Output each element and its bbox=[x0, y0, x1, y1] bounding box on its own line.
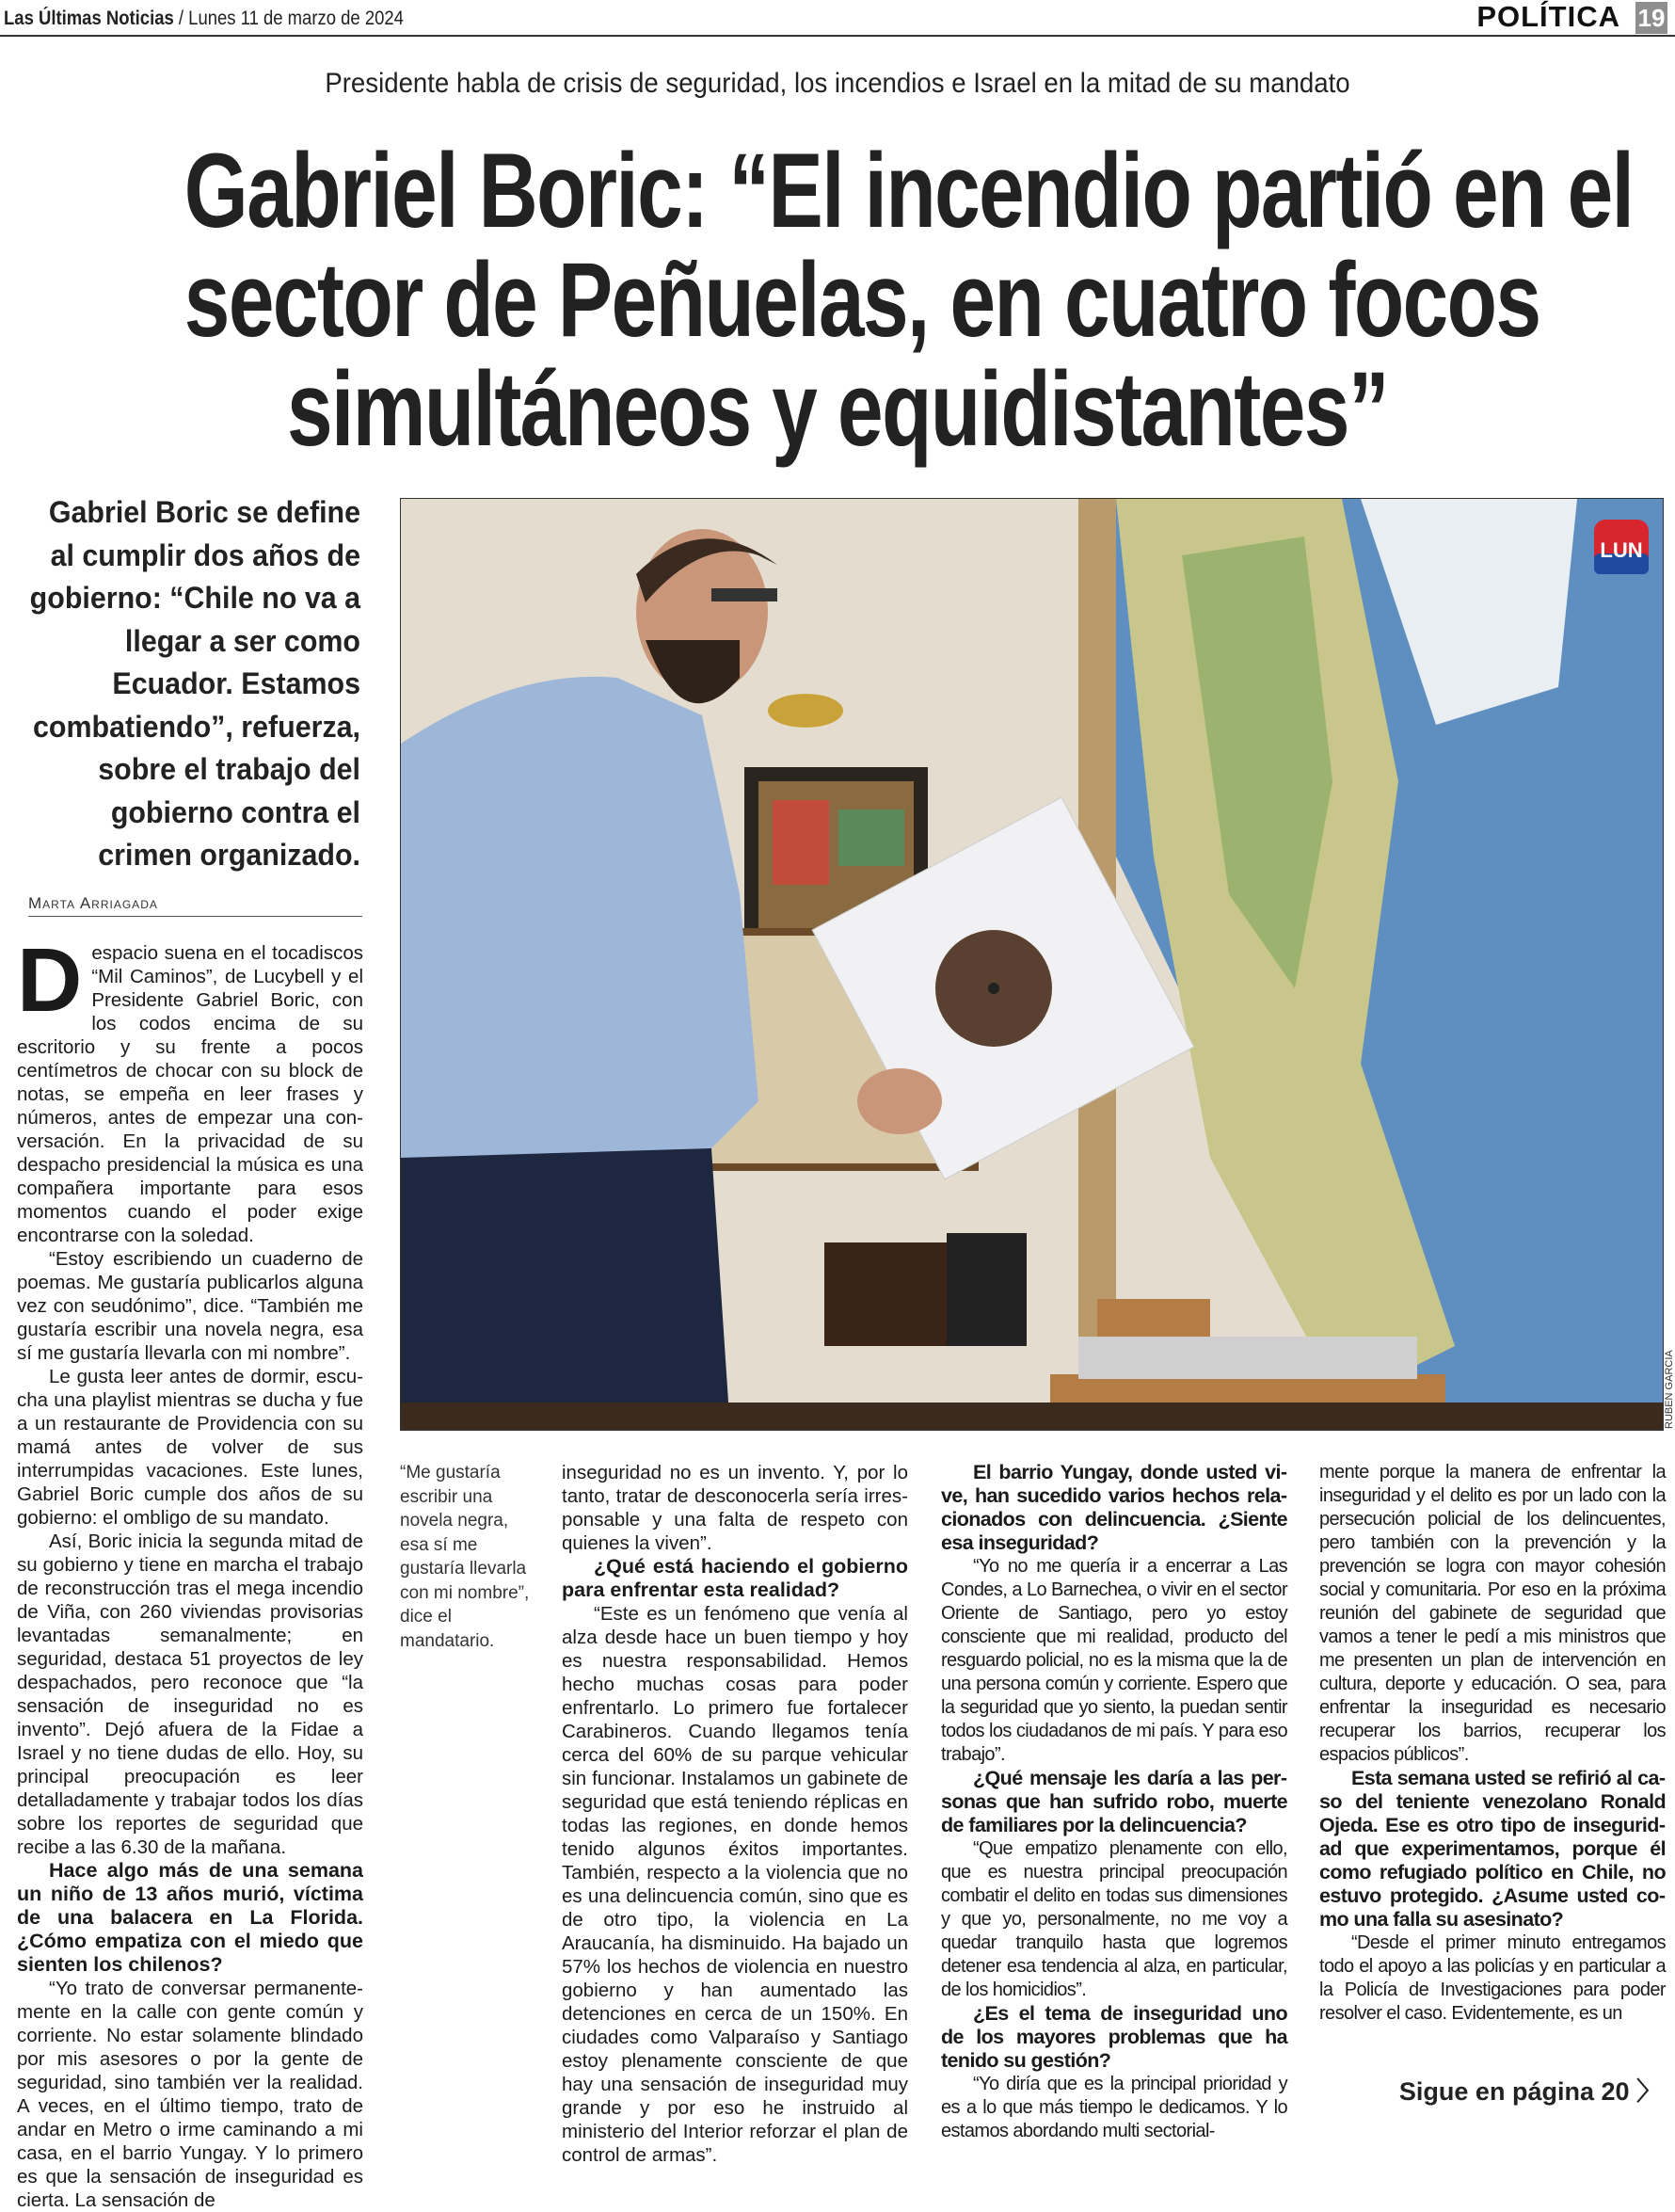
issue-date: Lunes 11 de marzo de 2024 bbox=[188, 8, 404, 29]
headline-line-1: Gabriel Boric: “El incendio partió en el bbox=[183, 132, 1634, 249]
interview-question: Hace algo más de una semana un niño de 13 años murió, víctima de una balacera en La Florida. ¿Cómo empatiza con el miedo que sienten los chilenos? bbox=[17, 1859, 363, 1976]
lun-logo bbox=[1594, 520, 1649, 574]
article-column-3 bbox=[941, 1461, 1287, 2143]
body-paragraph: “Yo trato de conversar permanentemente en la calle con gente común y corriente. No estar solamente blindado por mis asesores o por la gente de seguridad, sino también ver la realidad. A veces, en el último tiempo, trato de andar en Metro o irme caminando a mi casa, en el barrio Yungay. Y lo primero es que la sensación de inseguridad es cierta. La sensación de bbox=[17, 1978, 363, 2211]
interview-question: ¿Es el tema de inseguridad uno de los mayores problemas que ha tenido su gestión? bbox=[941, 2002, 1287, 2072]
masthead bbox=[4, 8, 404, 30]
masthead-separator: / bbox=[173, 8, 189, 29]
svg-text:LUN: LUN bbox=[1600, 538, 1643, 562]
page-number: 19 bbox=[1635, 2, 1667, 34]
main-photo bbox=[400, 498, 1664, 1431]
drop-cap: D bbox=[17, 930, 83, 1031]
body-paragraph: Le gusta leer antes de dormir, escucha una playlist mientras se ducha y fue a un restaurante de Providencia con su mamá antes de volver de sus interrumpidas vacaciones. Este lunes, Gabriel Boric cumple dos años de su gobierno: el ombligo de su mandato. bbox=[17, 1366, 363, 1529]
man-shirt bbox=[401, 677, 758, 1195]
body-paragraph: “Yo diría que es la principal prioridad y es a lo que más tiempo le dedicamos. Y lo estamos abordando multi sectorial- bbox=[941, 2074, 1287, 2141]
interview-question: ¿Qué mensaje les daría a las personas que han sufrido robo, muerte de familiares por la delincuencia? bbox=[941, 1767, 1287, 1836]
article-column-1 bbox=[17, 930, 363, 2212]
byline: Marta Arriagada bbox=[28, 894, 158, 912]
body-paragraph: inseguridad no es un invento. Y, por lo tanto, tratar de desconocerla sería irresponsable y una falta de respeto con quienes la viven”. bbox=[562, 1462, 908, 1554]
body-paragraph: “Este es un fenómeno que venía al alza desde hace un buen tiempo y hoy es nuestra responsabilidad. Hemos hecho muchas cosas para poder enfrentarlo. Lo primero fue fortalecer Carabineros. Cuando llegamos tenía cerca del 60% de su parque vehicular sin funcionar. Instalamos un gabinete de seguridad que está teniendo réplicas en todas las regiones, en donde hemos tenido algunos éxitos importantes. También, respecto a la violencia que no es una delincuencia común, sino que es de otro tipo, la violencia en La Araucanía, ha disminuido. Ha bajado un 57% los hechos de violencia en nuestro gobierno y han aumentado las detenciones en cerca de un 150%. En ciudades como Valparaíso y Santiago estoy plenamente consciente de que hay una sensación de inseguridad muy grande y por eso he instruido al ministerio del Interior reforzar el plan de control de armas”. bbox=[562, 1603, 908, 2166]
interview-question: El barrio Yungay, donde usted vive, han sucedido varios hechos relacionados con delincuencia. ¿Siente esa inseguridad? bbox=[941, 1461, 1287, 1554]
body-paragraph: espacio suena en el tocadiscos “Mil Caminos”, de Lucybell y el Presidente Gabriel Boric, con los codos encima de su escritorio y su frente a pocos centímetros de chocar con su block de notas, se empeña en leer frases y números, antes de empezar una conversación. En la privacidad de su despacho presidencial la música es una compañera importante para esos momentos cuando el poder exige encontrarse con la soledad. bbox=[17, 942, 363, 1246]
interview-question: Esta semana usted se refirió al caso del teniente venezolano Ronald Ojeda. Ese es otro tipo de inseguridad que experimentamos, porque él como refugiado político en Chile, no estuvo protegido. ¿Asume usted como una falla su asesinato? bbox=[1319, 1767, 1666, 1931]
body-paragraph: “Desde el primer minuto entregamos todo el apoyo a las policías y en particular a la Policía de Investigaciones para poder resolver el caso. Evidentemente, es un bbox=[1319, 1932, 1666, 2024]
body-paragraph: “Que empatizo plenamente con ello, que es nuestra principal preocupación combatir el delito en todas sus dimensiones y que yo, personalmente, no me voy a quedar tranquilo hasta que logremos detener esa tendencia al alza, en particular, de los homicidios”. bbox=[941, 1838, 1287, 2000]
photo-illustration bbox=[401, 499, 1663, 1430]
body-paragraph: “Yo no me quería ir a encerrar a Las Condes, a Lo Barnechea, o vivir en el sector Oriente de Santiago, pero yo estoy consciente que mi realidad, producto del resguardo policial, no es la misma que la de una persona común y corriente. Espero que la seguridad que yo siento, la puedan sentir todos los ciudadanos de mi país. Y para eso trabajo”. bbox=[941, 1556, 1287, 1765]
deck: Gabriel Boric se define al cumplir dos años de gobierno: “Chile no va a llegar a ser como Ecuador. Estamos combatiendo”, refuerza, sobre el trabajo del gobierno contra el crimen organizado. bbox=[29, 495, 361, 872]
header-rule bbox=[0, 35, 1675, 37]
body-paragraph: “Estoy escribiendo un cuaderno de poemas. Me gustaría publicarlos alguna vez con seudónimo”, dice. “También me gustaría escribir una novela negra, esa sí me gustaría llevarla con mi nombre”. bbox=[17, 1248, 363, 1364]
body-paragraph: Así, Boric inicia la segunda mitad de su gobierno y tiene en marcha el trabajo de reconstrucción tras el mega incendio de Viña, con 260 viviendas provisorias levantadas semanalmente; en seguridad, destaca 51 proyectos de ley despachados, pero reconoce que “la sensación de inseguridad no es invento”. Dejó afuera de la Fidae a Israel y no tiene dudas de ello. Hoy, su principal preocupación es leer detalladamente y trabajar todos los días sobre los reportes de seguridad que recibe a las 6.30 de la mañana. bbox=[17, 1531, 363, 1858]
article-column-2 bbox=[562, 1461, 908, 2167]
continued-on-page-link[interactable]: Sigue en página 20 〉 bbox=[1398, 2077, 1662, 2106]
section-label: POLÍTICA bbox=[1476, 0, 1620, 33]
headline-line-2: sector de Peñuelas, en cuatro focos bbox=[183, 241, 1540, 359]
pull-quote: “Me gustaría escribir una novela negra, esa sí me gustaría llevarla con mi nombre”, dice el mandatario. bbox=[400, 1463, 530, 1651]
article-column-4 bbox=[1319, 1461, 1666, 2026]
headline-line-3: simultáneos y equidistantes” bbox=[287, 350, 1388, 468]
man-trousers bbox=[401, 1148, 730, 1430]
photo-credit: RUBEN GARCIA bbox=[1664, 1350, 1675, 1429]
byline-rule bbox=[28, 916, 362, 917]
body-paragraph: mente porque la manera de enfrentar la inseguridad y el delito es por un lado con la persecución policial de los delincuentes, pero también con la prevención y la prevención se logra con mayor cohesión social y comunitaria. Por eso en la próxima reunión del gabinete de seguridad que vamos a tener le pedí a mis ministros que me presenten un plan de intervención en cultura, deporte y educación. O sea, para enfrentar la inseguridad es necesario recuperar los barrios, recuperar los espacios públicos”. bbox=[1319, 1462, 1666, 1765]
interview-question: ¿Qué está haciendo el gobierno para enfrentar esta realidad? bbox=[562, 1555, 908, 1601]
kicker: Presidente habla de crisis de seguridad, los incendios e Israel en la mitad de su mandato bbox=[325, 68, 1350, 99]
paper-name: Las Últimas Noticias bbox=[4, 8, 174, 29]
